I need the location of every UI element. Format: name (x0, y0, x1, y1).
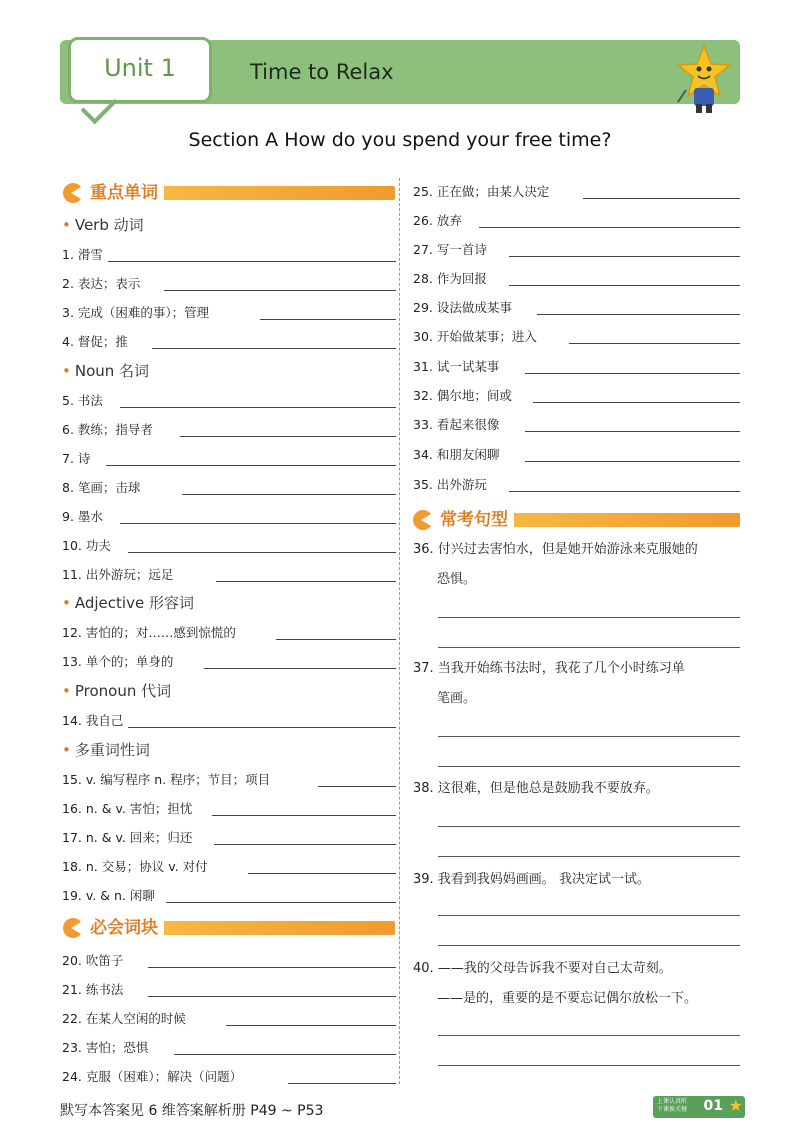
star-icon: ★ (728, 1096, 743, 1115)
answer-line[interactable] (106, 465, 396, 466)
question-38: 38. 这很难，但是他总是鼓励我不要放弃。 (413, 781, 659, 796)
footer-note: 默写本答案见 6 维答案解析册 P49 ~ P53 (60, 1103, 324, 1119)
list-item: 11. 出外游玩；远足 (62, 564, 396, 586)
answer-line[interactable] (248, 873, 396, 874)
question-36: 36. 付兴过去害怕水，但是她开始游泳来克服她的 恐惧。 (413, 542, 698, 587)
answer-line[interactable] (226, 1025, 396, 1026)
list-item: 13. 单个的；单身的 (62, 651, 396, 673)
list-item: 17. n. & v. 回来；归还 (62, 827, 396, 849)
answer-line[interactable] (509, 491, 740, 492)
answer-line[interactable] (108, 261, 396, 262)
list-item: 5. 书法 (62, 390, 396, 412)
answer-line[interactable] (212, 815, 396, 816)
heading-text: 重点单词 (90, 180, 164, 206)
answer-line[interactable] (509, 285, 740, 286)
list-item: 10. 功夫 (62, 535, 396, 557)
answer-line[interactable] (128, 552, 396, 553)
list-item: 30. 开始做某事；进入 (413, 326, 740, 348)
answer-line[interactable] (182, 494, 396, 495)
list-item: 28. 作为回报 (413, 268, 740, 290)
list-item: 2. 表达；表示 (62, 273, 396, 295)
heading-vocab (60, 180, 395, 206)
answer-line[interactable] (479, 227, 740, 228)
answer-line[interactable] (148, 996, 396, 997)
answer-line[interactable] (148, 967, 396, 968)
question-40: 40. ——我的父母告诉我不要对自己太苛刻。 ——是的，重要的是不要忘记偶尔放松一下。 (413, 961, 698, 1006)
answer-line[interactable] (533, 402, 740, 403)
pacman-icon (410, 509, 432, 531)
list-item: 32. 偶尔地；间或 (413, 385, 740, 407)
list-item: 9. 墨水 (62, 506, 396, 528)
list-item: 34. 和朋友闲聊 (413, 444, 740, 466)
list-item: 7. 诗 (62, 448, 396, 470)
answer-line[interactable] (318, 786, 396, 787)
list-item: 31. 试一试某事 (413, 356, 740, 378)
answer-line[interactable] (438, 826, 740, 827)
answer-line[interactable] (438, 647, 740, 648)
list-item: 35. 出外游玩 (413, 474, 740, 496)
section-title: Section A How do you spend your free time? (188, 129, 612, 151)
list-item: 3. 完成（困难的事）；管理 (62, 302, 396, 324)
category-verb: • Verb 动词 (62, 216, 144, 234)
answer-line[interactable] (525, 461, 740, 462)
column-divider (399, 178, 400, 1084)
category-noun: • Noun 名词 (62, 362, 150, 380)
list-item: 6. 教练；指导者 (62, 419, 396, 441)
answer-line[interactable] (180, 436, 396, 437)
answer-line[interactable] (438, 766, 740, 767)
answer-line[interactable] (120, 407, 396, 408)
answer-line[interactable] (537, 314, 740, 315)
answer-line[interactable] (438, 617, 740, 618)
answer-line[interactable] (438, 1035, 740, 1036)
list-item: 12. 害怕的；对……感到惊慌的 (62, 622, 396, 644)
answer-line[interactable] (438, 1065, 740, 1066)
category-pronoun: • Pronoun 代词 (62, 682, 172, 700)
page-badge (653, 1096, 745, 1118)
answer-line[interactable] (525, 373, 740, 374)
list-item: 23. 害怕；恐惧 (62, 1037, 396, 1059)
list-item: 8. 笔画；击球 (62, 477, 396, 499)
pacman-icon (60, 917, 82, 939)
list-item: 24. 克服（困难）；解决（问题） (62, 1066, 396, 1088)
list-item: 21. 练书法 (62, 979, 396, 1001)
answer-line[interactable] (260, 319, 396, 320)
list-item: 14. 我自己 (62, 710, 396, 732)
star-mascot-icon (676, 44, 732, 114)
list-item: 20. 吹笛子 (62, 950, 396, 972)
list-item: 16. n. & v. 害怕；担忧 (62, 798, 396, 820)
answer-line[interactable] (204, 668, 396, 669)
answer-line[interactable] (438, 945, 740, 946)
answer-line[interactable] (438, 736, 740, 737)
answer-line[interactable] (164, 290, 396, 291)
answer-line[interactable] (583, 198, 740, 199)
question-37: 37. 当我开始练书法时，我花了几个小时练习单 笔画。 (413, 661, 685, 706)
answer-line[interactable] (509, 256, 740, 257)
answer-line[interactable] (128, 727, 396, 728)
unit-label: Unit 1 (104, 54, 176, 82)
answer-line[interactable] (120, 523, 396, 524)
list-item: 25. 正在做；由某人决定 (413, 181, 740, 203)
unit-box (68, 37, 212, 103)
answer-line[interactable] (152, 348, 396, 349)
category-multi: • 多重词性词 (62, 741, 150, 759)
answer-line[interactable] (166, 902, 396, 903)
list-item: 27. 写一首诗 (413, 239, 740, 261)
unit-title: Time to Relax (250, 60, 394, 84)
heading-text: 常考句型 (440, 507, 514, 533)
list-item: 19. v. & n. 闲聊 (62, 885, 396, 907)
category-adjective: • Adjective 形容词 (62, 594, 194, 612)
answer-line[interactable] (438, 856, 740, 857)
answer-line[interactable] (276, 639, 396, 640)
list-item: 15. v. 编写程序 n. 程序；节目；项目 (62, 769, 396, 791)
heading-sentences (410, 507, 740, 533)
heading-phrases (60, 915, 395, 941)
list-item: 33. 看起来很像 (413, 414, 740, 436)
list-item: 4. 督促；推 (62, 331, 396, 353)
question-39: 39. 我看到我妈妈画画。 我决定试一试。 (413, 872, 650, 887)
pacman-icon (60, 182, 82, 204)
answer-line[interactable] (174, 1054, 396, 1055)
answer-line[interactable] (288, 1083, 396, 1084)
answer-line[interactable] (525, 431, 740, 432)
list-item: 18. n. 交易；协议 v. 对付 (62, 856, 396, 878)
answer-line[interactable] (438, 915, 740, 916)
page-number: 01 (703, 1098, 723, 1114)
answer-line[interactable] (214, 844, 396, 845)
list-item: 26. 放弃 (413, 210, 740, 232)
answer-line[interactable] (569, 343, 740, 344)
badge-caption: 上课认真听 下课换关键 (657, 1098, 688, 1113)
list-item: 29. 设法做成某事 (413, 297, 740, 319)
heading-text: 必会词块 (90, 915, 164, 941)
list-item: 22. 在某人空闲的时候 (62, 1008, 396, 1030)
answer-line[interactable] (216, 581, 396, 582)
list-item: 1. 滑雪 (62, 244, 396, 266)
